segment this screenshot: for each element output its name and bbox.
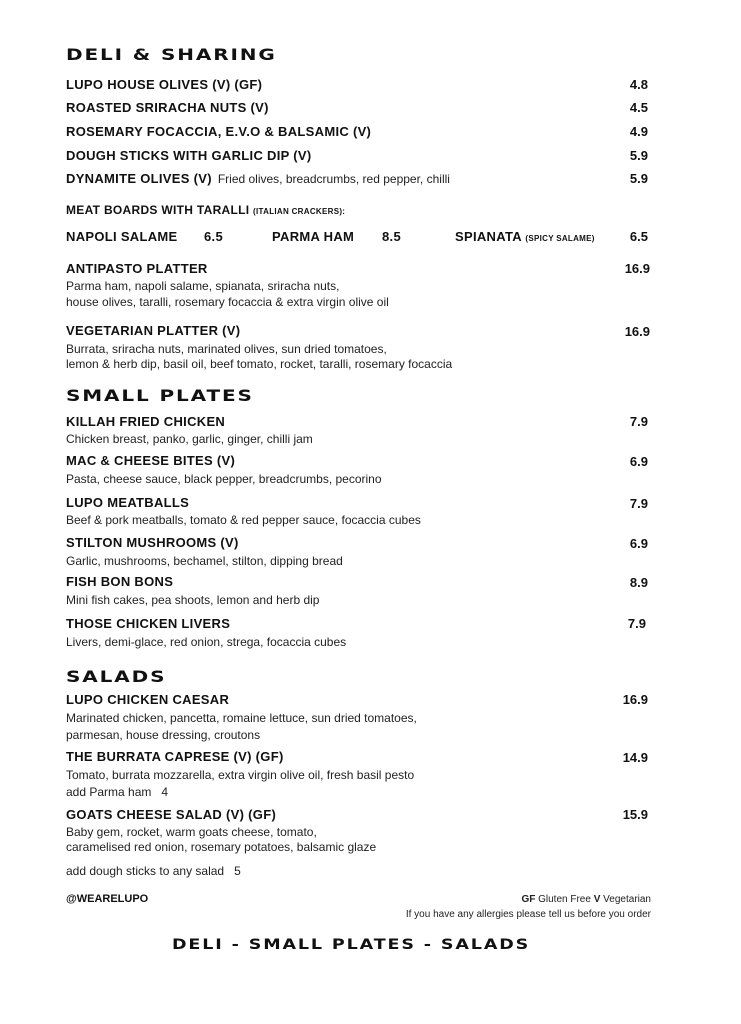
menu-item-price: 15.9 xyxy=(622,807,648,822)
menu-item-description: Tomato, burrata mozzarella, extra virgin olive oil, fresh basil pesto xyxy=(66,768,415,782)
menu-item-price: 4.8 xyxy=(629,77,648,92)
meat-boards-title: MEAT BOARDS WITH TARALLI xyxy=(66,203,250,217)
menu-item-description: caramelised red onion, rosemary potatoes, balsamic glaze xyxy=(66,840,377,854)
gf-abbr: GF xyxy=(521,894,536,905)
menu-item-description: Baby gem, rocket, warm goats cheese, tomato, xyxy=(66,825,317,839)
menu-item-description: Beef & pork meatballs, tomato & red pepper sauce, focaccia cubes xyxy=(66,513,421,527)
meat-boards-note: (ITALIAN CRACKERS): xyxy=(253,207,346,216)
menu-item-description: parmesan, house dressing, croutons xyxy=(66,728,261,742)
meat-board-name: PARMA HAM xyxy=(272,229,355,244)
menu-item-price: 4.5 xyxy=(629,100,648,115)
menu-item-name: ANTIPASTO PLATTER xyxy=(66,261,208,276)
menu-item-name: VEGETARIAN PLATTER (V) xyxy=(66,323,241,338)
menu-item-description: Livers, demi-glace, red onion, strega, focaccia cubes xyxy=(66,635,347,649)
menu-item-name: ROSEMARY FOCACCIA, E.V.O & BALSAMIC (V) xyxy=(66,124,372,139)
v-text: Vegetarian xyxy=(603,894,651,905)
menu-item-description: lemon & herb dip, basil oil, beef tomato, rocket, taralli, rosemary focaccia xyxy=(66,357,453,371)
meat-board-price: 6.5 xyxy=(629,229,648,244)
menu-item-name: THE BURRATA CAPRESE (V) (GF) xyxy=(66,749,284,764)
allergy-note: If you have any allergies please tell us before you order xyxy=(405,909,651,920)
meat-board-spianata xyxy=(455,229,595,244)
salad-addon: add dough sticks to any salad 5 xyxy=(66,864,241,878)
menu-item-description: Pasta, cheese sauce, black pepper, breadcrumbs, pecorino xyxy=(66,472,382,486)
menu-item-price: 6.9 xyxy=(629,536,648,551)
meat-board-price: 8.5 xyxy=(382,229,401,244)
menu-item-name: LUPO HOUSE OLIVES (V) (GF) xyxy=(66,77,263,92)
menu-item-name: DOUGH STICKS WITH GARLIC DIP (V) xyxy=(66,148,312,163)
deli-heading: DELI & SHARING xyxy=(66,45,277,64)
menu-item-price: 5.9 xyxy=(629,171,648,186)
menu-item xyxy=(66,171,450,186)
menu-item-description: Mini fish cakes, pea shoots, lemon and herb dip xyxy=(66,593,320,607)
meat-board-price: 6.5 xyxy=(204,229,223,244)
menu-item-price: 7.9 xyxy=(629,414,648,429)
menu-item-price: 7.9 xyxy=(627,616,646,631)
menu-item-description: Burrata, sriracha nuts, marinated olives, sun dried tomatoes, xyxy=(66,342,387,356)
salads-heading: SALADS xyxy=(66,667,167,686)
menu-item-price: 7.9 xyxy=(629,496,648,511)
menu-item-description: Chicken breast, panko, garlic, ginger, chilli jam xyxy=(66,432,313,446)
small-plates-heading: SMALL PLATES xyxy=(66,386,254,405)
menu-item-price: 8.9 xyxy=(629,575,648,590)
menu-item-name: STILTON MUSHROOMS (V) xyxy=(66,535,239,550)
menu-item-name: GOATS CHEESE SALAD (V) (GF) xyxy=(66,807,277,822)
menu-item-description: house olives, taralli, rosemary focaccia & extra virgin olive oil xyxy=(66,295,389,309)
meat-board-note: (SPICY SALAME) xyxy=(525,234,595,243)
menu-item-price: 16.9 xyxy=(624,324,650,339)
meat-boards-label xyxy=(66,203,345,217)
menu-item-description: Garlic, mushrooms, bechamel, stilton, dipping bread xyxy=(66,554,343,568)
menu-item-name: FISH BON BONS xyxy=(66,574,174,589)
v-abbr: V xyxy=(593,894,601,905)
menu-item-description: Fried olives, breadcrumbs, red pepper, chilli xyxy=(217,172,450,186)
menu-item-price: 16.9 xyxy=(622,692,648,707)
menu-item-name: THOSE CHICKEN LIVERS xyxy=(66,616,231,631)
menu-item-description: Parma ham, napoli salame, spianata, sriracha nuts, xyxy=(66,279,340,293)
menu-item-name: ROASTED SRIRACHA NUTS (V) xyxy=(66,100,269,115)
diet-legend xyxy=(521,894,651,905)
social-handle: @WEARELUPO xyxy=(66,893,149,905)
menu-item-name: LUPO CHICKEN CAESAR xyxy=(66,692,230,707)
menu-item-price: 6.9 xyxy=(629,454,648,469)
meat-board-name: NAPOLI SALAME xyxy=(66,229,178,244)
menu-item-price: 5.9 xyxy=(629,148,648,163)
menu-item-price: 4.9 xyxy=(629,124,648,139)
menu-item-addon: add Parma ham 4 xyxy=(66,785,169,799)
menu-item-price: 14.9 xyxy=(622,750,648,765)
meat-board-name: SPIANATA xyxy=(455,229,522,244)
bottom-banner: DELI - SMALL PLATES - SALADS xyxy=(172,937,531,953)
menu-item-description: Marinated chicken, pancetta, romaine lettuce, sun dried tomatoes, xyxy=(66,711,417,725)
menu-item-price: 16.9 xyxy=(624,261,650,276)
menu-item-name: KILLAH FRIED CHICKEN xyxy=(66,414,226,429)
menu-item-name: DYNAMITE OLIVES (V) xyxy=(66,171,212,186)
menu-item-name: LUPO MEATBALLS xyxy=(66,495,190,510)
gf-text: Gluten Free xyxy=(538,894,591,905)
menu-item-name: MAC & CHEESE BITES (V) xyxy=(66,453,236,468)
